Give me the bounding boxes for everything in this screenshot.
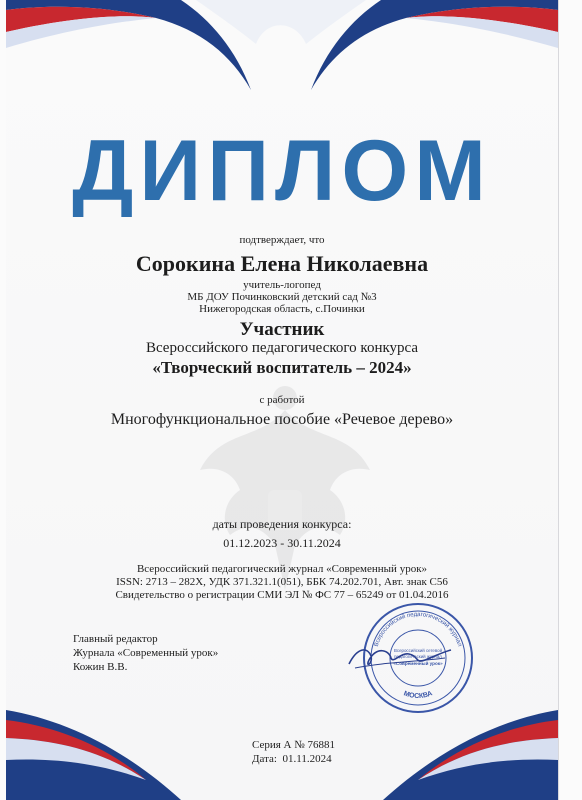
seal-inner-text-2: педагогический журнал [394,654,442,659]
contest-name: «Творческий воспитатель – 2024» [152,358,412,377]
serial-number: Серия А № 76881 [252,739,335,751]
editor-journal: Журнала «Современный урок» [73,647,219,659]
seal-city: МОСКВА [402,690,434,701]
bottom-ribbon-decoration [6,650,558,800]
contest-dates: 01.12.2023 - 30.11.2024 [223,536,341,550]
editor-title: Главный редактор [73,633,158,645]
contest-type: Всероссийского педагогического конкурса [145,340,419,356]
seal-outer-text: Всероссийский педагогический журнал [373,611,463,648]
recipient-location: Нижегородская область, с.Починки [199,303,365,315]
diploma-title: ДИПЛОМ [72,123,492,219]
registration-info: Свидетельство о регистрации СМИ ЭЛ № ФС 77 – 65249 от 01.04.2016 [115,589,449,601]
seal-inner-text-3: «Современный урок» [393,661,443,666]
editor-name: Кожин В.В. [73,661,128,673]
with-work-text: с работой [259,394,305,406]
journal-name: Всероссийский педагогический журнал «Современный урок» [136,563,428,575]
work-title: Многофункциональное пособие «Речевое дерево» [110,411,454,428]
issue-date: Дата: 01.11.2024 [252,753,332,765]
confirms-text: подтверждает, что [239,234,325,246]
recipient-organization: МБ ДОУ Починковский детский сад №3 [187,291,377,303]
recipient-position: учитель-логопед [243,279,321,291]
top-ribbon-decoration [6,0,558,120]
recipient-name: Сорокина Елена Николаевна [135,251,429,276]
participant-status: Участник [239,319,325,340]
journal-issn: ISSN: 2713 – 282X, УДК 371.321.1(051), ББК 74.202.701, Авт. знак С56 [116,576,448,588]
serial-block [252,738,335,766]
dates-label: даты проведения конкурса: [212,517,352,531]
seal-inner-text-1: Всероссийский сетевой [393,648,443,653]
